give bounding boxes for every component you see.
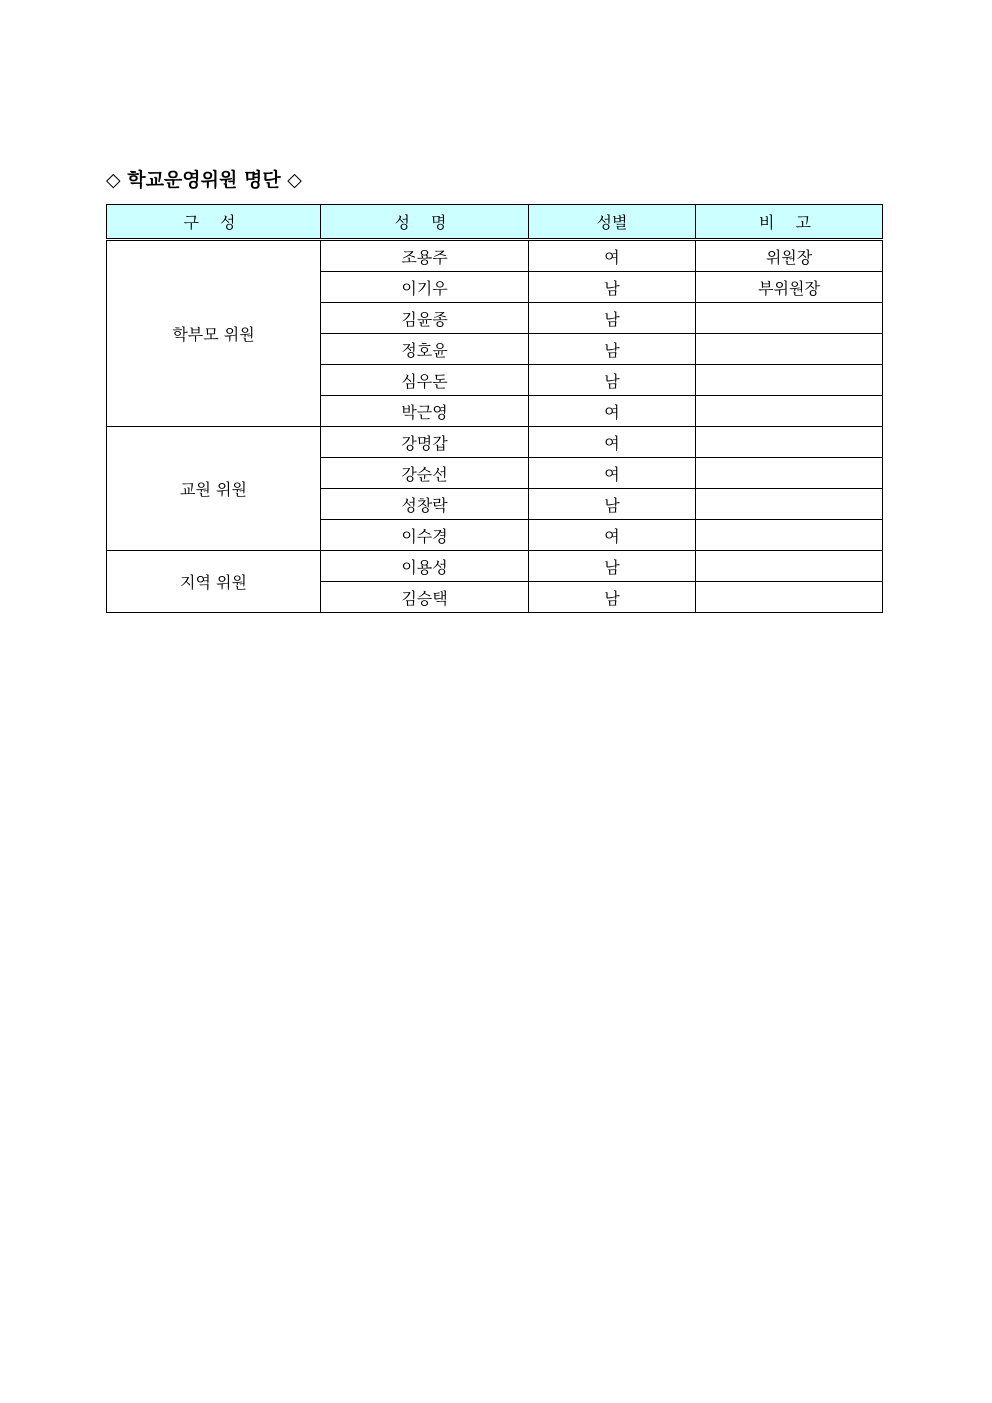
member-name: 이용성 (321, 551, 529, 582)
member-name: 심우돈 (321, 365, 529, 396)
table-row (107, 240, 883, 272)
member-note (696, 551, 883, 582)
group-label-parents: 학부모 위원 (107, 240, 321, 427)
member-note (696, 396, 883, 427)
member-note (696, 334, 883, 365)
member-note (696, 427, 883, 458)
member-name: 이수경 (321, 520, 529, 551)
member-gender: 여 (529, 240, 696, 272)
header-gender: 성별 (529, 205, 696, 240)
group-label-teachers: 교원 위원 (107, 427, 321, 551)
member-note (696, 582, 883, 613)
member-note: 부위원장 (696, 272, 883, 303)
member-name: 조용주 (321, 240, 529, 272)
member-name: 정호윤 (321, 334, 529, 365)
member-name: 강순선 (321, 458, 529, 489)
member-name: 김승택 (321, 582, 529, 613)
member-name: 김윤종 (321, 303, 529, 334)
member-gender: 남 (529, 334, 696, 365)
member-gender: 남 (529, 272, 696, 303)
member-gender: 여 (529, 396, 696, 427)
table-row (107, 427, 883, 458)
header-composition: 구 성 (107, 205, 321, 240)
document-title: ◇ 학교운영위원 명단 ◇ (106, 169, 302, 191)
member-note (696, 520, 883, 551)
member-name: 강명갑 (321, 427, 529, 458)
member-name: 성창락 (321, 489, 529, 520)
member-gender: 남 (529, 365, 696, 396)
member-name: 박근영 (321, 396, 529, 427)
table-header-row (107, 205, 883, 240)
member-gender: 남 (529, 582, 696, 613)
committee-roster-table (106, 204, 883, 613)
table-row (107, 551, 883, 582)
member-gender: 남 (529, 303, 696, 334)
member-gender: 남 (529, 489, 696, 520)
header-remarks: 비 고 (696, 205, 883, 240)
member-gender: 여 (529, 458, 696, 489)
member-note (696, 458, 883, 489)
member-note (696, 303, 883, 334)
member-name: 이기우 (321, 272, 529, 303)
header-name: 성 명 (321, 205, 529, 240)
member-gender: 여 (529, 520, 696, 551)
member-gender: 여 (529, 427, 696, 458)
member-note (696, 489, 883, 520)
group-label-community: 지역 위원 (107, 551, 321, 613)
member-gender: 남 (529, 551, 696, 582)
member-note (696, 365, 883, 396)
member-note: 위원장 (696, 240, 883, 272)
